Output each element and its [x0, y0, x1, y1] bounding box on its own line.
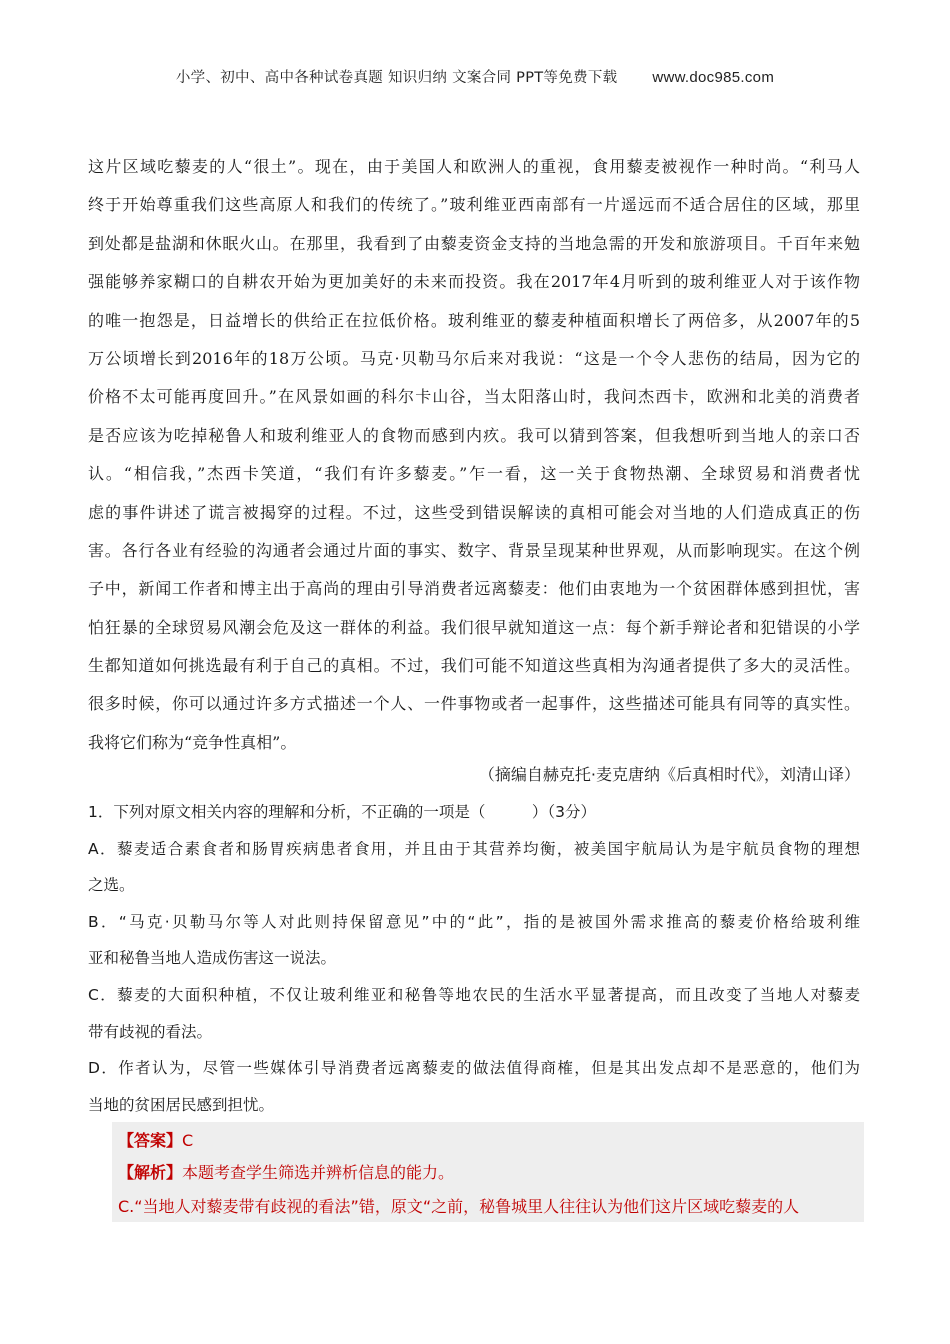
passage-line: 这片区域吃藜麦的人“很土”。现在，由于美国人和欧洲人的重视，食用藜麦被视作一种时尚。“利马人	[88, 157, 860, 176]
passage-line: 到处都是盐湖和休眠火山。在那里，我看到了由藜麦资金支持的当地急需的开发和旅游项目。千百年来勉	[88, 233, 860, 253]
passage-line: 价格不太可能再度回升。”在风景如画的科尔卡山谷，当太阳落山时，我问杰西卡，欧洲和北美的消费者	[88, 387, 860, 407]
option-c-line1: C．藜麦的大面积种植，不仅让玻利维亚和秘鲁等地农民的生活水平显著提高，而且改变了当地人对藜麦	[88, 985, 860, 1004]
option-d-line1: D．作者认为，尽管一些媒体引导消费者远离藜麦的做法值得商榷，但是其出发点却不是恶意的，他们为	[88, 1059, 860, 1078]
question-1	[88, 794, 860, 1123]
passage-line: 很多时候，你可以通过许多方式描述一个人、一件事物或者一起事件，这些描述可能具有同等的真实性。	[88, 694, 860, 714]
analysis-tag: 【解析】	[118, 1163, 183, 1182]
analysis-text: 本题考查学生筛选并辨析信息的能力。	[182, 1163, 455, 1182]
passage-line: 生都知道如何挑选最有利于自己的真相。不过，我们可能不知道这些真相为沟通者提供了多大的灵活性。	[88, 656, 860, 676]
header-text: 小学、初中、高中各种试卷真题 知识归纳 文案合同 PPT等免费下载	[175, 70, 618, 86]
option-b-line1: B．“马克·贝勒马尔等人对此则持保留意见”中的“此”，指的是被国外需求推高的藜麦价格给玻利维	[88, 912, 860, 931]
option-a-line1: A．藜麦适合素食者和肠胃疾病患者食用，并且由于其营养均衡，被美国宇航局认为是宇航员食物的理想	[88, 839, 860, 858]
answer-box	[112, 1122, 864, 1222]
passage-line: 我将它们称为“竞争性真相”。	[88, 732, 297, 752]
passage-line: 终于开始尊重我们这些高原人和我们的传统了。”玻利维亚西南部有一片遥远而不适合居住的区域，那里	[88, 195, 860, 215]
passage-line: 万公顷增长到2016年的18万公顷。马克·贝勒马尔后来对我说：“这是一个令人悲伤的结局，因为它的	[88, 348, 860, 368]
reading-passage	[88, 148, 860, 762]
option-d-line2: 当地的贫困居民感到担忧。	[88, 1095, 275, 1114]
analysis-line	[118, 1160, 454, 1183]
answer-line	[118, 1128, 193, 1151]
passage-line: 强能够养家糊口的自耕农开始为更加美好的未来而投资。我在2017年4月听到的玻利维亚人对于该作物	[88, 272, 860, 292]
page-header	[0, 66, 950, 87]
answer-value: C	[182, 1131, 194, 1150]
passage-line: 虑的事件讲述了谎言被揭穿的过程。不过，这些受到错误解读的真相可能会对当地的人们造成真正的伤	[88, 502, 860, 522]
passage-line: 子中，新闻工作者和博主出于高尚的理由引导消费者远离藜麦：他们由衷地为一个贫困群体感到担忧，害	[88, 579, 860, 599]
passage-line: 认。“相信我，”杰西卡笑道，“我们有许多藜麦。”乍一看，这一关于食物热潮、全球贸易和消费者忧	[88, 464, 860, 484]
option-a-line2: 之选。	[88, 876, 135, 895]
passage-source: （摘编自赫克托·麦克唐纳《后真相时代》，刘清山译）	[478, 765, 860, 784]
analysis-detail: C.“当地人对藜麦带有歧视的看法”错，原文“之前，秘鲁城里人往往认为他们这片区域吃藜麦的人	[118, 1197, 800, 1216]
passage-line: 怕狂暴的全球贸易风潮会危及这一群体的利益。我们很早就知道这一点：每个新手辩论者和犯错误的小学	[88, 617, 860, 637]
header-site-url[interactable]: www.doc985.com	[652, 69, 775, 86]
option-c-line2: 带有歧视的看法。	[88, 1022, 213, 1041]
passage-line: 害。各行各业有经验的沟通者会通过片面的事实、数字、背景呈现某种世界观，从而影响现实。在这个例	[88, 540, 860, 560]
answer-tag: 【答案】	[118, 1131, 183, 1150]
option-b-line2: 亚和秘鲁当地人造成伤害这一说法。	[88, 949, 337, 968]
passage-line: 的唯一抱怨是，日益增长的供给正在拉低价格。玻利维亚的藜麦种植面积增长了两倍多，从2007年的5	[88, 310, 860, 330]
passage-line: 是否应该为吃掉秘鲁人和玻利维亚人的食物而感到内疚。我可以猜到答案，但我想听到当地人的亲口否	[88, 425, 860, 445]
question-stem: 1．下列对原文相关内容的理解和分析，不正确的一项是（ ）（3分）	[88, 803, 596, 821]
